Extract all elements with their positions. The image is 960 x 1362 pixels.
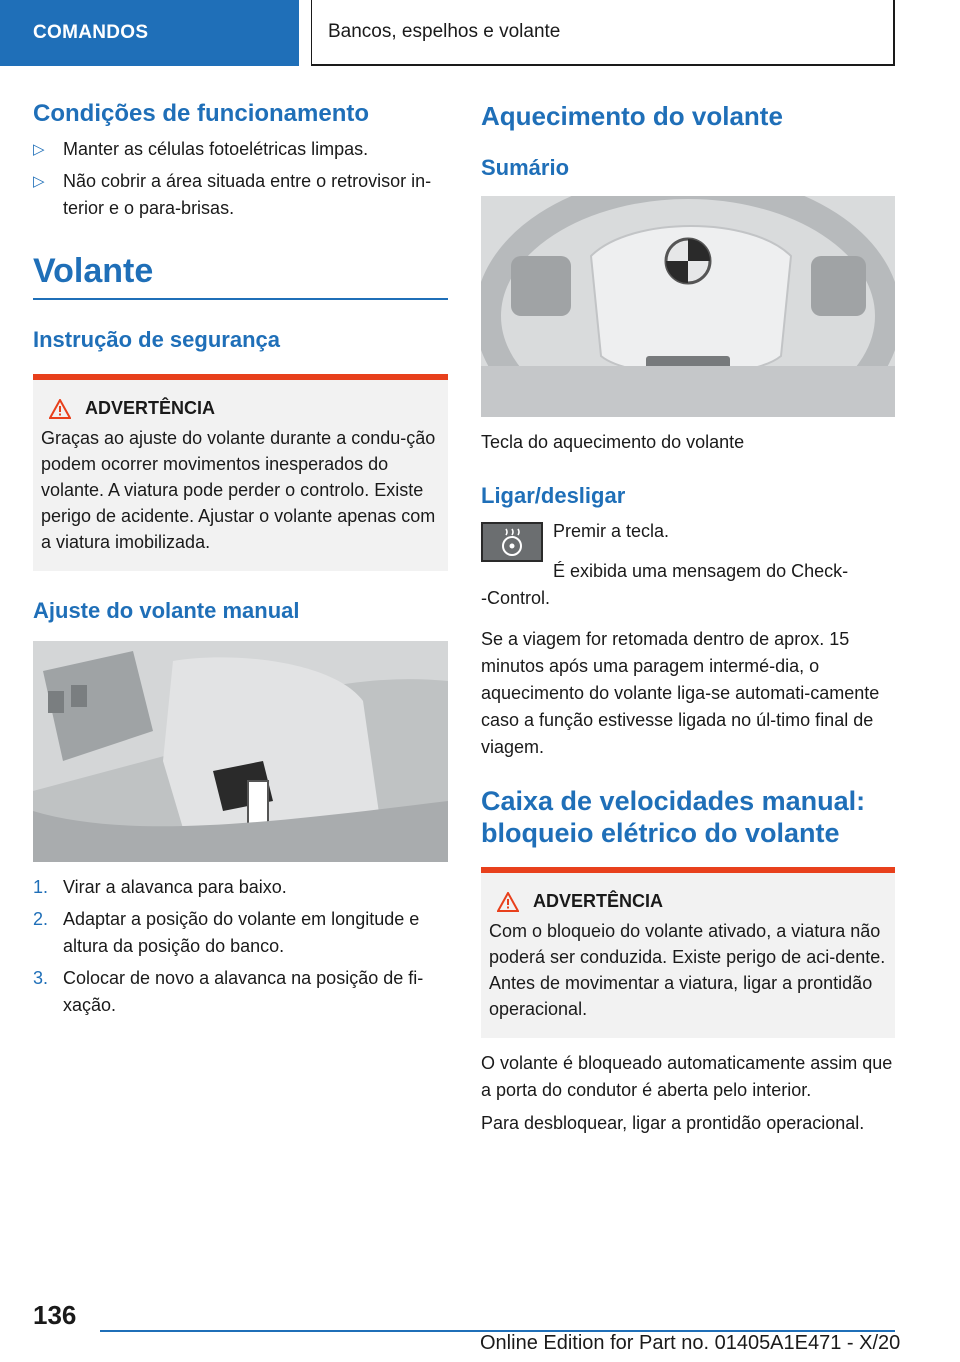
list-item: ▷ Não cobrir a área situada entre o retrovisor in-terior e o para-brisas. <box>33 168 448 222</box>
manual-adjust-heading: Ajuste do volante manual <box>33 598 300 623</box>
triangle-bullet-icon: ▷ <box>33 141 45 158</box>
list-item: 1. Virar a alavanca para baixo. <box>33 877 287 897</box>
warning-title: ADVERTÊNCIA <box>49 398 440 419</box>
chapter-label: Bancos, espelhos e volante <box>328 21 561 42</box>
onoff-message-cont: -Control. <box>481 588 551 608</box>
unlock-paragraph: Para desbloquear, ligar a prontidão operacional. <box>481 1113 865 1133</box>
edition-text: Online Edition for Part no. 01405A1E471 - X/20 <box>480 1332 901 1354</box>
heated-steering-wheel-button-icon[interactable] <box>481 522 543 562</box>
conditions-list <box>33 136 448 222</box>
onoff-instruction: Premir a tecla. <box>553 521 670 541</box>
image-caption: Tecla do aquecimento do volante <box>481 432 745 452</box>
adjust-steps <box>33 874 448 1019</box>
heading-rule <box>33 298 448 300</box>
section-label: COMANDOS <box>33 22 149 43</box>
page-number: 136 <box>33 1300 77 1330</box>
section-header <box>0 0 299 66</box>
warning-triangle-icon <box>49 399 71 419</box>
resume-paragraph: Se a viagem for retomada dentro de aprox. 15 minutos após uma paragem intermé-dia, o aquecimento do volante liga-se automati-camente caso a função estivesse ligada no úl-timo final de viagem. <box>481 629 880 757</box>
warning-triangle-icon <box>497 892 519 912</box>
onoff-row <box>481 522 895 558</box>
list-item: 2. Adaptar a posição do volante em longitude e altura da posição do banco. <box>33 909 420 956</box>
triangle-bullet-icon: ▷ <box>33 173 45 190</box>
steering-column-lever-image <box>33 641 448 862</box>
safety-heading: Instrução de segurança <box>33 327 280 352</box>
steering-wheel-image <box>481 196 895 417</box>
onoff-heading: Ligar/desligar <box>481 483 626 508</box>
onoff-message: É exibida uma mensagem do Check- <box>553 561 849 581</box>
conditions-heading: Condições de funcionamento <box>33 100 370 127</box>
warning-box <box>481 867 895 1038</box>
lock-heading: Caixa de velocidades manual: bloqueio elétrico do volante <box>481 786 866 848</box>
warning-box <box>33 374 448 571</box>
chapter-header <box>311 0 895 66</box>
warning-title: ADVERTÊNCIA <box>497 891 887 912</box>
right-column <box>481 100 895 1137</box>
volante-heading: Volante <box>33 252 154 290</box>
heating-heading: Aquecimento do volante <box>481 101 783 131</box>
summary-heading: Sumário <box>481 155 570 180</box>
list-item: 3. Colocar de novo a alavanca na posição de fi-xação. <box>33 968 424 1015</box>
lock-paragraph: O volante é bloqueado automaticamente assim que a porta do condutor é aberta pelo interior. <box>481 1053 893 1100</box>
warning-text: Com o bloqueio do volante ativado, a viatura não poderá ser conduzida. Existe perigo de aci-dente. Antes de movimentar a viatura, ligar a prontidão operacional. <box>489 921 886 1019</box>
left-column <box>33 100 448 1024</box>
list-item: ▷ Manter as células fotoelétricas limpas. <box>33 136 448 163</box>
warning-text: Graças ao ajuste do volante durante a condu-ção podem ocorrer movimentos inesperados do volante. A viatura pode perder o controlo. Existe perigo de acidente. Ajustar o volante apenas com a viatura imobilizada. <box>41 428 436 552</box>
